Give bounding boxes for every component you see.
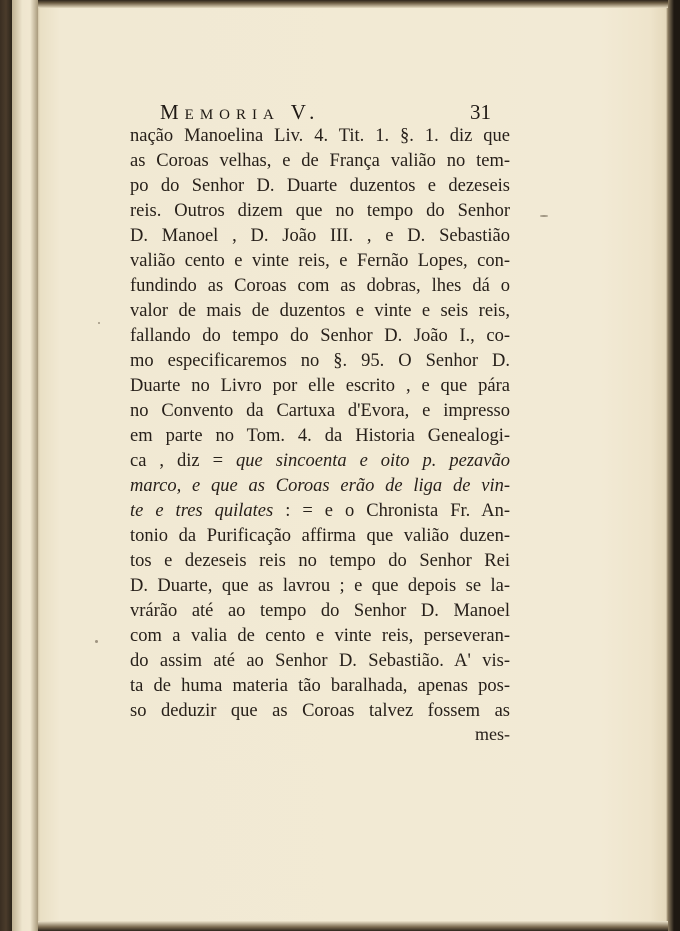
running-title: Memoria V. (160, 100, 321, 124)
paper-speck (95, 640, 98, 643)
line-text: no Convento da Cartuxa d'Evora, e impresso (130, 401, 510, 421)
text-line (130, 499, 510, 524)
line-text: com a valia de cento e vinte reis, perseveran- (130, 626, 510, 646)
line-text: fundindo as Coroas com as dobras, lhes dá o (130, 276, 510, 296)
line-text: em parte no Tom. 4. da Historia Genealogi- (130, 426, 510, 446)
text-line (130, 424, 510, 449)
line-text: Duarte no Livro por elle escrito , e que pára (130, 376, 510, 396)
text-line (130, 374, 510, 399)
paper-speck (540, 215, 548, 217)
page-bottom-edge (38, 921, 668, 931)
text-line (130, 649, 510, 674)
catchword: mes- (475, 724, 510, 744)
line-text: vrárão até ao tempo do Senhor D. Manoel (130, 601, 510, 621)
line-text: so deduzir que as Coroas talvez fossem as (130, 701, 510, 721)
text-line (130, 674, 510, 699)
text-line (130, 274, 510, 299)
line-text: nação Manoelina Liv. 4. Tit. 1. §. 1. diz que (130, 126, 510, 146)
line-text: po do Senhor D. Duarte duzentos e dezeseis (130, 176, 510, 196)
line-text: ca , diz = (130, 451, 236, 471)
line-text: do assim até ao Senhor D. Sebastião. A' vis- (130, 651, 510, 671)
italic-quote-text: que sincoenta e oito p. pezavão (236, 451, 510, 471)
page-number: 31 (470, 100, 491, 124)
line-text: D. Duarte, que as lavrou ; e que depois se la- (130, 576, 510, 596)
text-line (130, 449, 510, 474)
text-line (130, 599, 510, 624)
line-text: valião cento e vinte reis, e Fernão Lopes, con- (130, 251, 510, 271)
text-line (130, 199, 510, 224)
text-line (130, 324, 510, 349)
text-line (130, 574, 510, 599)
italic-quote-text: marco, e que as Coroas erão de liga de vin- (130, 476, 510, 496)
line-text: : = e o Chronista Fr. An- (273, 501, 510, 521)
line-text: fallando do tempo do Senhor D. João I., co- (130, 326, 510, 346)
text-line (130, 149, 510, 174)
line-text: mo especificaremos no §. 95. O Senhor D. (130, 351, 510, 371)
line-text: as Coroas velhas, e de França valião no tem- (130, 151, 510, 171)
text-line (130, 699, 510, 724)
text-line (130, 174, 510, 199)
line-text: tos e dezeseis reis no tempo do Senhor Rei (130, 551, 510, 571)
text-line (130, 524, 510, 549)
paper-speck (98, 322, 100, 324)
text-line (130, 349, 510, 374)
line-text: D. Manoel , D. João III. , e D. Sebastião (130, 226, 510, 246)
line-text: valor de mais de duzentos e vinte e seis reis, (130, 301, 510, 321)
body-text (130, 124, 510, 724)
text-line (130, 224, 510, 249)
text-line (130, 399, 510, 424)
italic-quote-text: te e tres quilates (130, 501, 274, 521)
text-line (130, 249, 510, 274)
facing-page-edge (12, 0, 38, 931)
text-line (130, 549, 510, 574)
line-text: ta de huma materia tão baralhada, apenas pos- (130, 676, 510, 696)
line-text: tonio da Purificação affirma que valião duzen- (130, 526, 510, 546)
running-header (130, 90, 530, 124)
text-line (130, 624, 510, 649)
page-top-edge (38, 0, 668, 8)
text-line (130, 299, 510, 324)
text-line (130, 124, 510, 149)
text-line (130, 474, 510, 499)
book-page (100, 90, 530, 745)
line-text: reis. Outros dizem que no tempo do Senhor (130, 201, 510, 221)
